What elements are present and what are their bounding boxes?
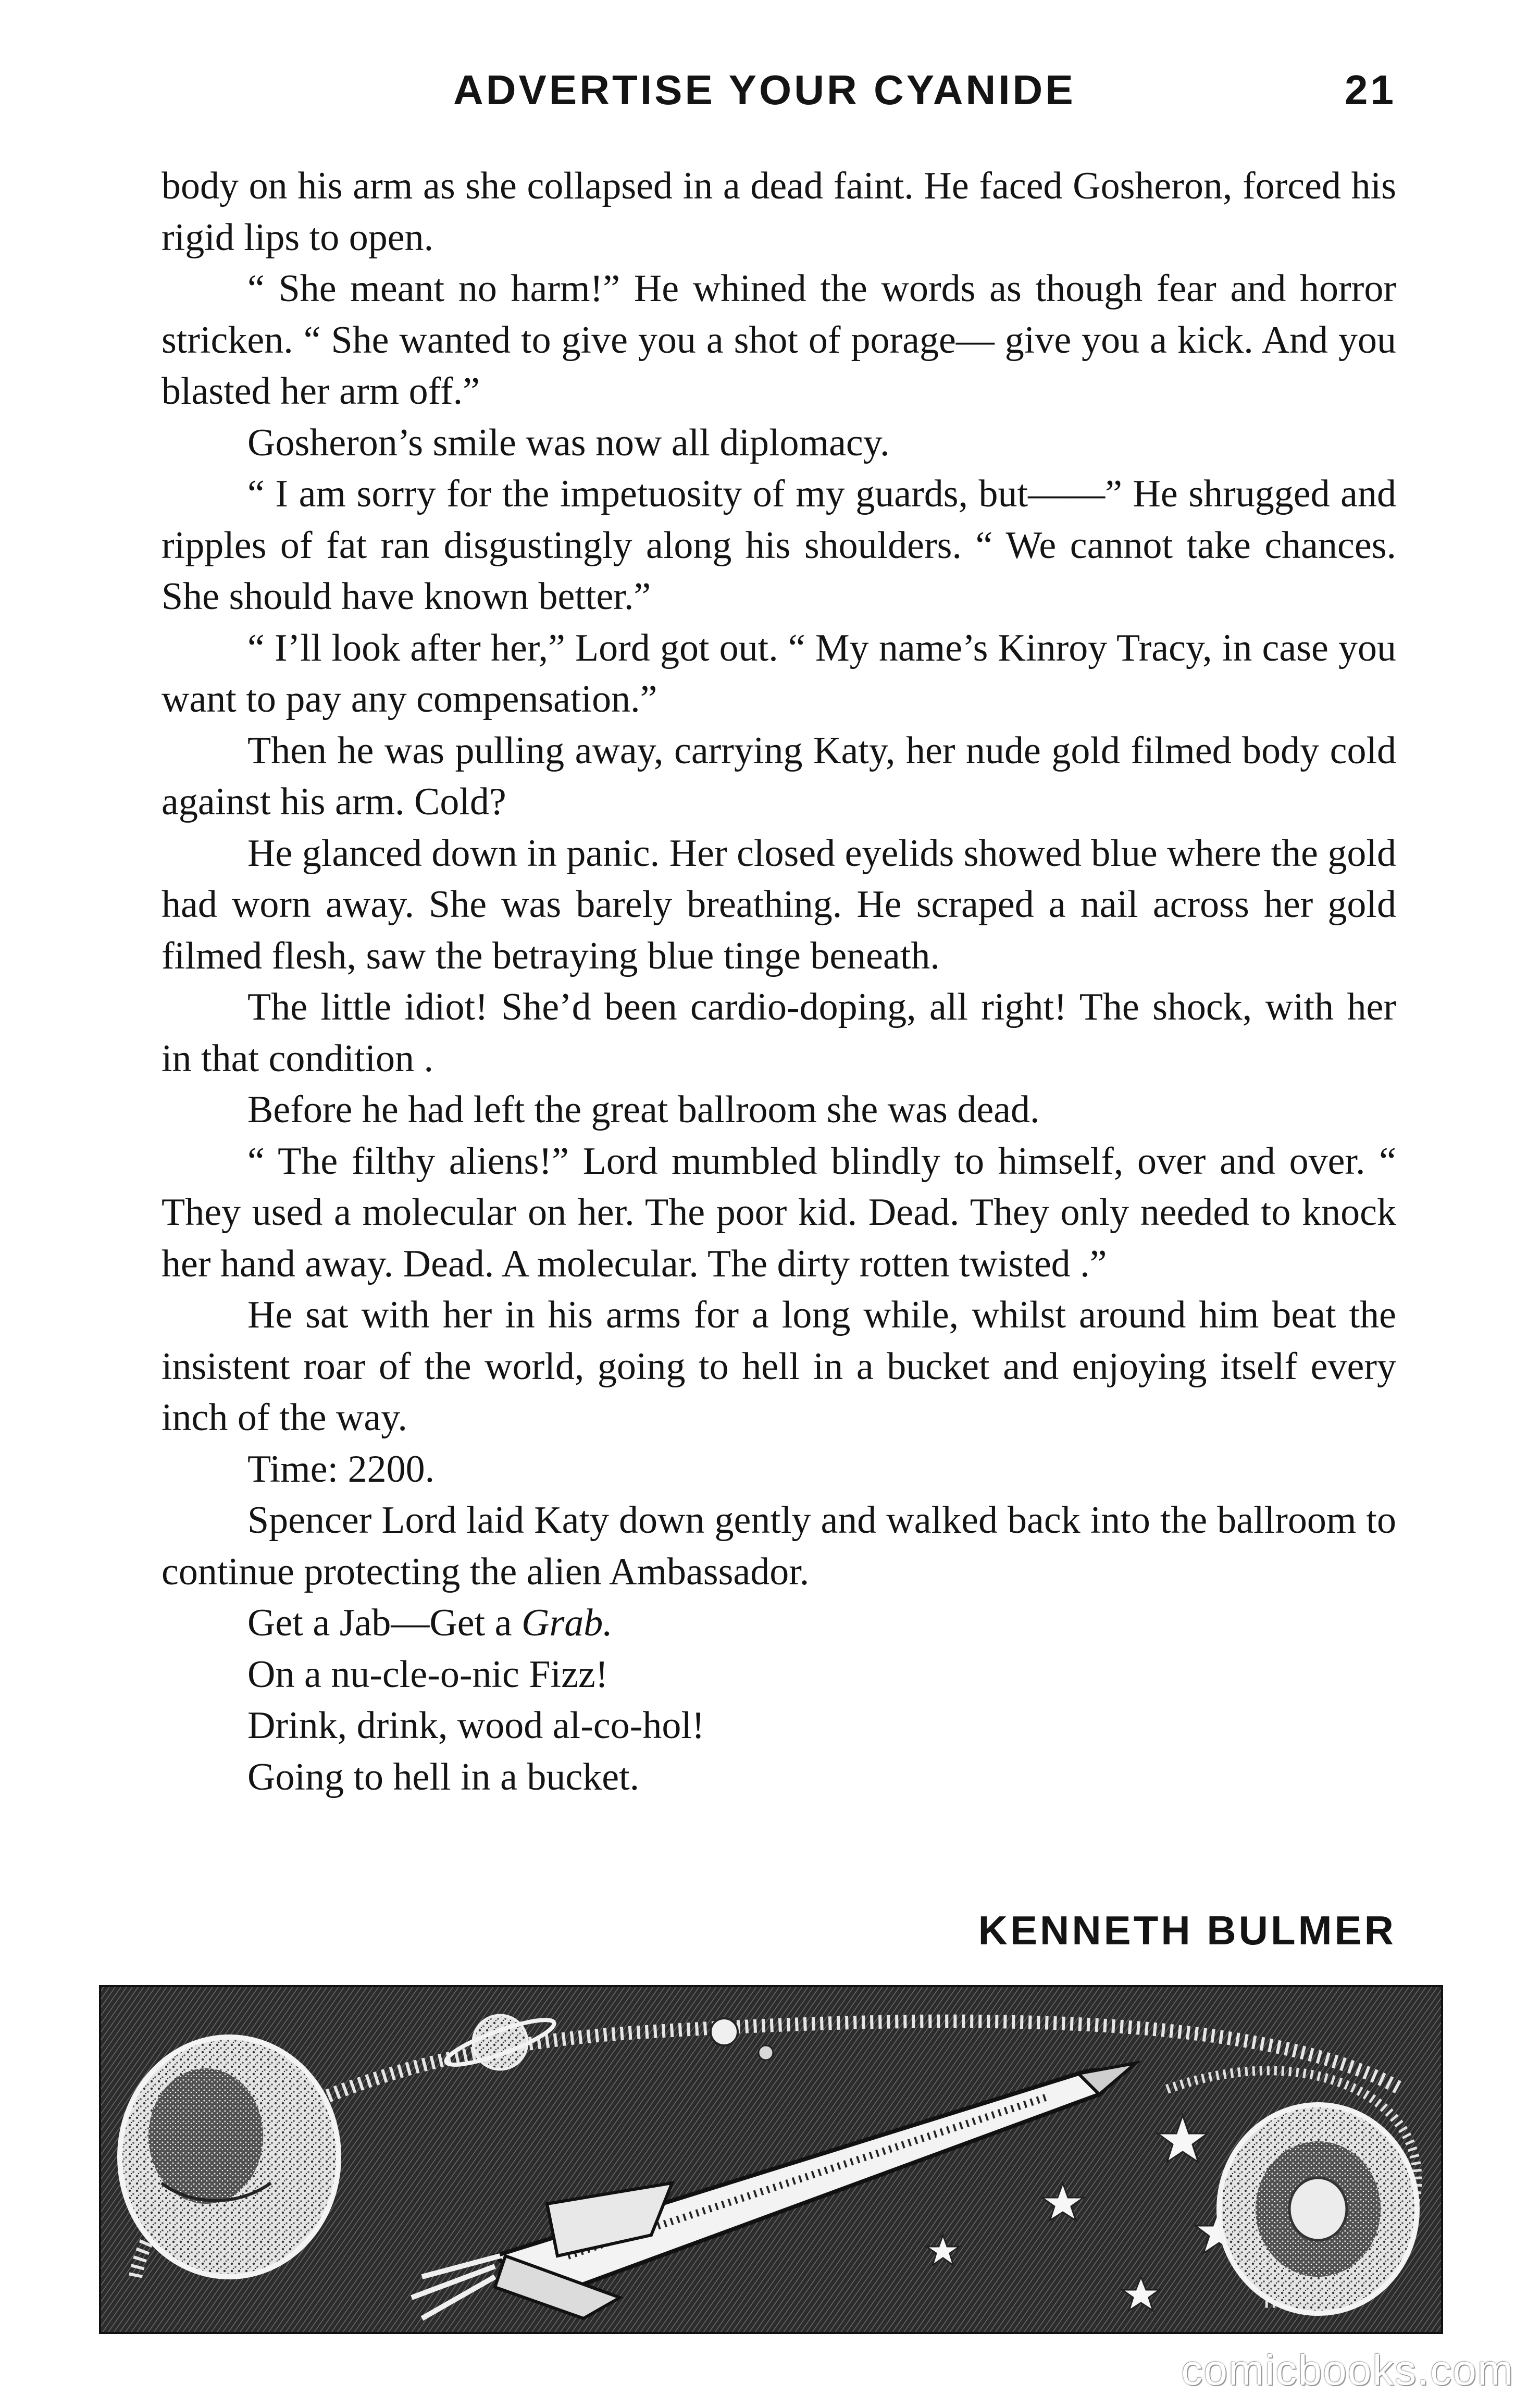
left-planet [120,2037,339,2277]
verse-line [162,1597,1396,1649]
paragraph: “ The filthy aliens!” Lord mumbled blindly to himself, over and over. “ They used a molecular on her. The poor kid. Dead. They only needed to knock her hand away. Dead. A molecular. The dirty rotten twisted .” [162,1139,1396,1285]
space-illustration [99,1985,1443,2334]
running-title: ADVERTISE YOUR CYANIDE [453,67,1076,113]
page-number: 21 [1345,67,1396,113]
paragraph: Before he had left the great ballroom she was dead. [247,1088,1040,1131]
paragraph: “ She meant no harm!” He whined the words as though fear and horror stricken. “ She wanted to give you a shot of porage— give you a kick. And you blasted her arm off.” [162,267,1396,413]
running-head [162,61,1396,119]
author-byline: KENNETH BULMER [978,1907,1396,1953]
paragraph: He sat with her in his arms for a long while, whilst around him beat the insistent roar of the world, going to hell in a bucket and enjoying itself every inch of the way. [162,1294,1396,1439]
paragraph: Then he was pulling away, carrying Katy, her nude gold filmed body cold against his arm. Cold? [162,729,1396,823]
body-text [162,160,1396,1803]
paragraph: The little idiot! She’d been cardio-doping, all right! The shock, with her in that condition . [162,986,1396,1080]
paragraph: He glanced down in panic. Her closed eyelids showed blue where the gold had worn away. She was barely breathing. He scraped a nail across her gold filmed flesh, saw the betraying blue tinge beneath. [162,832,1396,977]
verse-line-text: Get a Jab—Get a [247,1602,522,1644]
paragraph: Time: 2200. [247,1447,435,1491]
verse-emphasis: Grab. [521,1602,613,1644]
right-planet [1219,2105,1417,2313]
verse-line: On a nu-cle-o-nic Fizz! [247,1653,608,1696]
watermark: comicbooks.com [1181,2347,1514,2394]
paragraph: Gosheron’s smile was now all diplomacy. [247,421,890,464]
paragraph: “ I am sorry for the impetuosity of my guards, but——” He shrugged and ripples of fat ran disgustingly along his shoulders. “ We cannot take chances. She should have known better.” [162,473,1396,618]
paragraph: body on his arm as she collapsed in a dead faint. He faced Gosheron, forced his rigid lips to open. [162,165,1396,259]
paragraph: “ I’ll look after her,” Lord got out. “ My name’s Kinroy Tracy, in case you want to pay any compensation.” [162,626,1396,721]
paragraph: Spencer Lord laid Katy down gently and walked back into the ballroom to continue protecting the alien Ambassador. [162,1499,1396,1593]
verse-line: Drink, drink, wood al-co-hol! [247,1704,705,1747]
verse-line: Going to hell in a bucket. [247,1755,640,1798]
